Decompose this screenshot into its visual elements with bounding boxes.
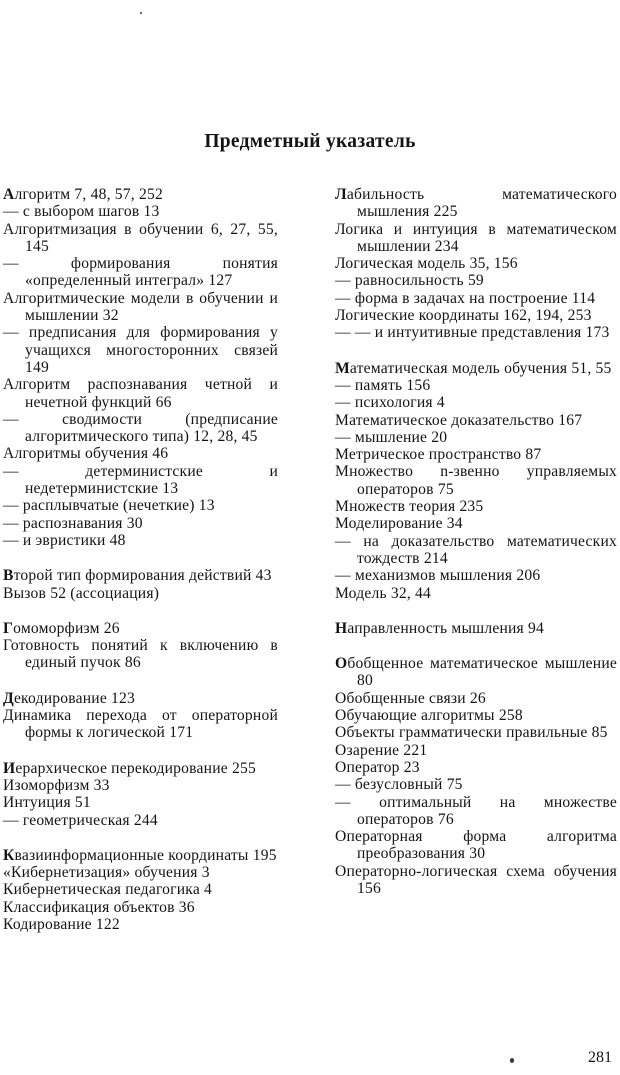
index-entry [3,515,278,532]
index-entry-text: — на доказательство математических тождеств 214 [335,532,617,567]
index-entry [335,463,617,498]
page-title: Предметный указатель [204,131,416,152]
index-entry-text: Интуиция 51 [3,794,91,812]
index-entry-initial: Д [3,689,14,707]
index-entry-text: Готовность понятий к включению в единый пучок 86 [3,637,278,672]
index-entry-text: — форма в задачах на построение 114 [335,289,596,307]
index-entry [3,881,278,898]
index-entry-text: — — и интуитивные представления 173 [335,324,610,342]
index-letter-group [335,620,617,637]
index-entry [335,290,617,307]
index-entry [3,567,278,584]
index-entry-initial: Г [3,619,14,637]
index-entry-initial: Л [335,186,347,203]
index-entry-text: Множеств теория 235 [335,498,484,516]
index-entry [335,255,617,272]
index-entry [335,498,617,515]
index-entry-text: — формирования понятия «определенный интеграл» 127 [3,255,278,290]
index-entry [3,290,278,325]
index-entry [3,794,278,811]
index-entry [335,863,617,898]
print-speck [140,12,142,14]
index-letter-group [3,186,278,549]
print-speck [510,1058,514,1063]
index-entry-initial: К [3,846,15,864]
index-entry [3,620,278,637]
index-entry [3,760,278,777]
index-entry [335,620,617,637]
index-entry [335,360,617,377]
index-entry [335,429,617,446]
index-letter-group [3,620,278,672]
index-entry-text: Обобщенные связи 26 [335,689,486,707]
index-letter-group [335,186,617,342]
index-entry-text: Оператор 23 [335,758,420,776]
index-entry [335,567,617,584]
index-entry [335,828,617,863]
index-entry [335,186,617,221]
index-entry [3,637,278,672]
index-entry-initial: В [3,567,14,585]
index-letter-group [3,567,278,602]
index-entry [335,412,617,429]
index-entry [3,186,278,203]
index-entry [335,776,617,793]
index-entry-text: Динамика перехода от операторной формы к логической 171 [3,707,278,742]
index-entry-text: — распознавания 30 [3,514,143,532]
index-entry-text: Изоморфизм 33 [3,776,110,794]
index-letter-group [3,760,278,829]
index-entry [3,916,278,933]
index-entry-text: аправленность мышления 94 [347,619,545,637]
index-entry-text: — сводимости (предписание алгоритмического типа) 12, 28, 45 [3,410,278,446]
index-entry-text: — механизмов мышления 206 [335,567,541,585]
index-entry [3,221,278,256]
index-entry-text: Логические координаты 162, 194, 253 [335,307,592,325]
index-entry-text: Алгоритмические модели в обучении и мышлении 32 [3,289,278,325]
index-entry [3,411,278,446]
index-entry-text: Классификация объектов 36 [3,898,195,916]
index-entry-text: Кодирование 122 [3,915,120,933]
index-entry-text: Модель 32, 44 [335,584,432,602]
index-entry [3,847,278,864]
index-entry [335,724,617,741]
index-entry-initial: О [335,655,348,673]
index-entry [335,742,617,759]
index-entry-text: Алгоритмы обучения 46 [3,445,169,463]
index-entry [3,812,278,829]
index-entry-text: атематическая модель обучения 51, 55 [349,359,612,377]
index-entry [335,707,617,724]
index-entry-text: — безусловный 75 [335,776,463,794]
index-entry-text: лгоритм 7, 48, 57, 252 [14,186,163,203]
index-entry-text: Обучающие алгоритмы 258 [335,707,523,725]
index-entry [3,585,278,602]
index-letter-group [335,655,617,897]
index-entry-initial: М [335,359,350,377]
index-entry-text: Операторно-логическая схема обучения 156 [335,862,617,897]
index-entry [3,864,278,881]
index-entry-text: «Кибернетизация» обучения 3 [3,864,210,882]
index-entry-text: Алгоритмизация в обучении 6, 27, 55, 145 [3,220,278,255]
index-entry [335,307,617,324]
index-entry-text: — память 156 [335,376,431,394]
index-entry-text: Моделирование 34 [335,515,463,533]
index-entry-text: — равносильность 59 [335,272,484,290]
index-entry-text: абильность математического мышления 225 [346,186,617,221]
index-entry-initial: И [3,759,16,777]
index-entry-text: — мышление 20 [335,428,448,446]
index-entry-text: Вызов 52 (ассоциация) [3,584,160,602]
index-entry-text: Озарение 221 [335,741,428,759]
index-entry-text: Логическая модель 35, 156 [335,255,518,273]
index-entry [3,690,278,707]
index-letter-group [335,360,617,602]
index-entry-text: Логика и интуиция в математическом мышлении 234 [335,220,617,255]
index-entry [335,394,617,411]
index-entry-text: бобщенное математическое мышление 80 [347,655,617,690]
index-entry [335,272,617,289]
index-entry-text: — расплывчатые (нечеткие) 13 [3,497,215,515]
index-entry [335,515,617,532]
index-entry-text: Объекты грамматически правильные 85 [335,724,608,742]
index-entry [3,376,278,411]
index-entry-text: омоморфизм 26 [13,619,120,637]
index-entry-text: Математическое доказательство 167 [335,411,583,429]
index-entry [3,463,278,498]
index-entry [3,445,278,462]
index-entry [3,324,278,376]
index-column-right [335,186,617,915]
index-entry-text: — геометрическая 244 [3,811,158,829]
index-entry-text: Алгоритм распознавания четной и нечетной функций 66 [3,376,278,411]
index-entry [335,690,617,707]
index-entry [335,221,617,256]
index-entry-initial: А [3,186,15,203]
index-entry [3,497,278,514]
page-number: 281 [588,1049,612,1066]
index-entry-text: екодирование 123 [13,689,136,707]
index-entry [335,794,617,829]
index-entry [335,446,617,463]
index-entry-text: вазиинформационные координаты 195 [14,846,277,864]
index-entry-text: — психология 4 [335,394,445,412]
index-column-left [3,186,278,951]
index-entry-text: Множество n-звенно управляемых операторов 75 [335,463,617,498]
index-entry-text: Метрическое пространство 87 [335,446,542,464]
index-letter-group [3,690,278,742]
index-entry-text: — с выбором шагов 13 [3,203,160,221]
index-entry [3,255,278,290]
index-entry-text: — детерминистские и недетерминистские 13 [3,462,278,498]
index-entry-text: — оптимальный на множестве операторов 76 [335,793,617,828]
index-entry-text: Кибернетическая педагогика 4 [3,881,213,899]
index-entry [335,585,617,602]
index-entry [335,759,617,776]
index-entry-text: ерархическое перекодирование 255 [15,759,256,777]
index-entry [3,707,278,742]
index-entry-text: Операторная форма алгоритма преобразования 30 [335,828,617,863]
index-entry-text: — и эвристики 48 [3,531,126,549]
index-entry-initial: Н [335,619,348,637]
index-entry [335,324,617,341]
index-letter-group [3,847,278,933]
index-entry [3,777,278,794]
index-entry [3,899,278,916]
index-entry [3,532,278,549]
index-entry [335,377,617,394]
index-entry [3,203,278,220]
index-entry-text: торой тип формирования действий 43 [13,567,272,585]
index-entry [335,533,617,568]
index-entry-text: — предписания для формирования у учащихся многосторонних связей 149 [3,324,278,376]
index-entry [335,655,617,690]
